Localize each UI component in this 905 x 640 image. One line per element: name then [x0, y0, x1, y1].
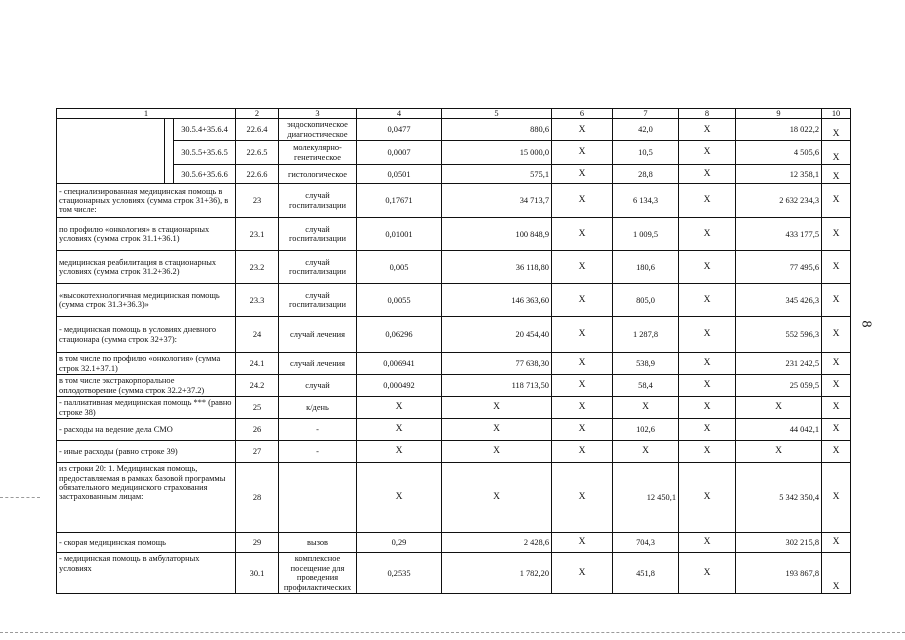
scan-artifact-line — [0, 632, 905, 633]
row-unit: к/день — [279, 397, 357, 419]
row-cost: X — [442, 441, 552, 463]
row-c7: X — [613, 397, 679, 419]
row-cost: 118 713,50 — [442, 375, 552, 397]
row-c10: X — [822, 184, 851, 218]
row-c6: X — [552, 184, 613, 218]
row-ref: 30.5.6+35.6.6 — [174, 165, 236, 184]
row-c9: 5 342 350,4 — [736, 463, 822, 533]
row-norm: X — [357, 463, 442, 533]
row-c8: X — [679, 353, 736, 375]
row-c9: 25 059,5 — [736, 375, 822, 397]
row-code: 24 — [236, 317, 279, 353]
row-c10: X — [822, 218, 851, 251]
row-c8: X — [679, 317, 736, 353]
row-c7: 42,0 — [613, 119, 679, 141]
row-c7: 6 134,3 — [613, 184, 679, 218]
row-cost: 36 118,80 — [442, 251, 552, 284]
row-norm: X — [357, 419, 442, 441]
row-c8: X — [679, 441, 736, 463]
header-cell: 3 — [279, 109, 357, 119]
row-c6: X — [552, 419, 613, 441]
table-row — [57, 119, 851, 141]
row-c10: X — [822, 375, 851, 397]
row-c9: 18 022,2 — [736, 119, 822, 141]
row-c8: X — [679, 218, 736, 251]
table-row — [57, 441, 851, 463]
row-name: в том числе по профилю «онкология» (сумма строк 32.1+37.1) — [57, 353, 236, 375]
row-unit — [279, 463, 357, 533]
row-unit: комплексное посещение для проведения профилактических — [279, 553, 357, 594]
row-c6: X — [552, 119, 613, 141]
row-unit: вызов — [279, 533, 357, 553]
row-c6: X — [552, 317, 613, 353]
row-cost: 77 638,30 — [442, 353, 552, 375]
row-name: - скорая медицинская помощь — [57, 533, 236, 553]
row-c8: X — [679, 463, 736, 533]
row-code: 23.2 — [236, 251, 279, 284]
row-c9: 12 358,1 — [736, 165, 822, 184]
row-unit: гистологическое — [279, 165, 357, 184]
row-c10: X — [822, 553, 851, 594]
row-c7: 805,0 — [613, 284, 679, 317]
row-c7: 58,4 — [613, 375, 679, 397]
row-c10: X — [822, 463, 851, 533]
row-c9: 231 242,5 — [736, 353, 822, 375]
row-norm: 0,0007 — [357, 141, 442, 165]
row-unit: молекулярно-генетическое — [279, 141, 357, 165]
row-ref: 30.5.5+35.6.5 — [174, 141, 236, 165]
row-cost: 880,6 — [442, 119, 552, 141]
row-norm: 0,000492 — [357, 375, 442, 397]
row-name: - расходы на ведение дела СМО — [57, 419, 236, 441]
row-cost: X — [442, 419, 552, 441]
header-cell: 6 — [552, 109, 613, 119]
row-code: 28 — [236, 463, 279, 533]
row-name: по профилю «онкология» в стационарных условиях (сумма строк 31.1+36.1) — [57, 218, 236, 251]
row-cost: 575,1 — [442, 165, 552, 184]
header-cell: 5 — [442, 109, 552, 119]
row-c10: X — [822, 141, 851, 165]
row-c8: X — [679, 141, 736, 165]
row-code: 30.1 — [236, 553, 279, 594]
row-cost: 2 428,6 — [442, 533, 552, 553]
row-code: 24.2 — [236, 375, 279, 397]
row-c8: X — [679, 184, 736, 218]
row-c9: 193 867,8 — [736, 553, 822, 594]
row-norm: 0,006941 — [357, 353, 442, 375]
row-c6: X — [552, 218, 613, 251]
row-cost: X — [442, 397, 552, 419]
row-c9: 433 177,5 — [736, 218, 822, 251]
row-c8: X — [679, 419, 736, 441]
row-c10: X — [822, 251, 851, 284]
row-c7: 538,9 — [613, 353, 679, 375]
row-norm: 0,2535 — [357, 553, 442, 594]
row-c8: X — [679, 553, 736, 594]
row-code: 22.6.6 — [236, 165, 279, 184]
header-cell: 10 — [822, 109, 851, 119]
row-norm: X — [357, 397, 442, 419]
row-name: - иные расходы (равно строке 39) — [57, 441, 236, 463]
row-c6: X — [552, 375, 613, 397]
row-c10: X — [822, 317, 851, 353]
row-c7: 1 287,8 — [613, 317, 679, 353]
row-norm: 0,0501 — [357, 165, 442, 184]
table-row — [57, 553, 851, 594]
row-c10: X — [822, 119, 851, 141]
row-c9: X — [736, 441, 822, 463]
row-code: 22.6.5 — [236, 141, 279, 165]
row-unit: случай лечения — [279, 353, 357, 375]
header-cell: 9 — [736, 109, 822, 119]
row-c6: X — [552, 353, 613, 375]
header-cell: 8 — [679, 109, 736, 119]
table-row — [57, 184, 851, 218]
table-row — [57, 284, 851, 317]
row-c7: 10,5 — [613, 141, 679, 165]
row-unit: случай госпитализации — [279, 251, 357, 284]
header-cell: 4 — [357, 109, 442, 119]
scan-artifact-line — [0, 497, 40, 498]
row-c8: X — [679, 375, 736, 397]
row-name: - специализированная медицинская помощь в стационарных условиях (сумма строк 31+36), в том числе: — [57, 184, 236, 218]
row-norm: 0,0477 — [357, 119, 442, 141]
row-c6: X — [552, 141, 613, 165]
row-code: 22.6.4 — [236, 119, 279, 141]
row-c7: 704,3 — [613, 533, 679, 553]
row-c8: X — [679, 284, 736, 317]
row-name: - паллиативная медицинская помощь *** (равно строке 38) — [57, 397, 236, 419]
row-unit: эндоскопическое диагностическое — [279, 119, 357, 141]
row-code: 27 — [236, 441, 279, 463]
row-norm: X — [357, 441, 442, 463]
row-unit: - — [279, 441, 357, 463]
row-c9: 2 632 234,3 — [736, 184, 822, 218]
row-c10: X — [822, 165, 851, 184]
row-code: 24.1 — [236, 353, 279, 375]
row-unit: случай — [279, 375, 357, 397]
empty-cell — [165, 119, 174, 184]
table-row — [57, 463, 851, 533]
row-ref: 30.5.4+35.6.4 — [174, 119, 236, 141]
row-c6: X — [552, 284, 613, 317]
row-c8: X — [679, 251, 736, 284]
table-row — [57, 397, 851, 419]
row-c9: 44 042,1 — [736, 419, 822, 441]
row-c10: X — [822, 353, 851, 375]
row-c10: X — [822, 419, 851, 441]
row-unit: случай госпитализации — [279, 284, 357, 317]
row-name: в том числе экстракорпоральное оплодотворение (сумма строк 32.2+37.2) — [57, 375, 236, 397]
row-c8: X — [679, 533, 736, 553]
row-c7: 28,8 — [613, 165, 679, 184]
row-unit: случай госпитализации — [279, 184, 357, 218]
table-row — [57, 533, 851, 553]
row-c10: X — [822, 397, 851, 419]
row-norm: 0,06296 — [357, 317, 442, 353]
table-row — [57, 141, 851, 165]
row-c9: 345 426,3 — [736, 284, 822, 317]
row-code: 23.1 — [236, 218, 279, 251]
row-cost: 15 000,0 — [442, 141, 552, 165]
table-row — [57, 317, 851, 353]
row-norm: 0,01001 — [357, 218, 442, 251]
row-cost: 146 363,60 — [442, 284, 552, 317]
row-c9: 302 215,8 — [736, 533, 822, 553]
header-cell: 2 — [236, 109, 279, 119]
row-c6: X — [552, 533, 613, 553]
row-c6: X — [552, 397, 613, 419]
page-number: 8 — [858, 320, 874, 328]
table-row — [57, 165, 851, 184]
row-c8: X — [679, 165, 736, 184]
row-code: 25 — [236, 397, 279, 419]
column-number-header — [57, 109, 851, 119]
row-c7: X — [613, 441, 679, 463]
row-c9: 552 596,3 — [736, 317, 822, 353]
row-code: 23 — [236, 184, 279, 218]
row-c6: X — [552, 251, 613, 284]
row-c6: X — [552, 165, 613, 184]
row-norm: 0,17671 — [357, 184, 442, 218]
row-c9: 4 505,6 — [736, 141, 822, 165]
row-c9: X — [736, 397, 822, 419]
table-row — [57, 375, 851, 397]
empty-cell — [57, 119, 165, 184]
row-c7: 451,8 — [613, 553, 679, 594]
row-c8: X — [679, 119, 736, 141]
row-name: - медицинская помощь в условиях дневного стационара (сумма строк 32+37): — [57, 317, 236, 353]
row-c6: X — [552, 441, 613, 463]
table-row — [57, 218, 851, 251]
row-c7: 1 009,5 — [613, 218, 679, 251]
header-cell: 1 — [57, 109, 236, 119]
row-name: медицинская реабилитация в стационарных условиях (сумма строк 31.2+36.2) — [57, 251, 236, 284]
table-row — [57, 419, 851, 441]
row-norm: 0,005 — [357, 251, 442, 284]
row-cost: 1 782,20 — [442, 553, 552, 594]
row-c7: 12 450,1 — [613, 463, 679, 533]
row-unit: случай лечения — [279, 317, 357, 353]
row-cost: 34 713,7 — [442, 184, 552, 218]
header-cell: 7 — [613, 109, 679, 119]
row-c10: X — [822, 284, 851, 317]
row-norm: 0,0055 — [357, 284, 442, 317]
data-table — [56, 108, 851, 594]
row-name: из строки 20: 1. Медицинская помощь, предоставляемая в рамках базовой программы обязательного медицинского страхования застрахованным лицам: — [57, 463, 236, 533]
table-row — [57, 251, 851, 284]
row-code: 26 — [236, 419, 279, 441]
row-c10: X — [822, 533, 851, 553]
row-code: 23.3 — [236, 284, 279, 317]
row-c6: X — [552, 463, 613, 533]
row-c6: X — [552, 553, 613, 594]
row-c8: X — [679, 397, 736, 419]
row-cost: 100 848,9 — [442, 218, 552, 251]
row-code: 29 — [236, 533, 279, 553]
row-name: «высокотехнологичная медицинская помощь (сумма строк 31.3+36.3)» — [57, 284, 236, 317]
row-norm: 0,29 — [357, 533, 442, 553]
row-name: - медицинская помощь в амбулаторных условиях — [57, 553, 236, 594]
row-c10: X — [822, 441, 851, 463]
row-unit: случай госпитализации — [279, 218, 357, 251]
row-cost: X — [442, 463, 552, 533]
table-row — [57, 353, 851, 375]
row-cost: 20 454,40 — [442, 317, 552, 353]
row-c7: 180,6 — [613, 251, 679, 284]
row-c7: 102,6 — [613, 419, 679, 441]
row-c9: 77 495,6 — [736, 251, 822, 284]
row-unit: - — [279, 419, 357, 441]
